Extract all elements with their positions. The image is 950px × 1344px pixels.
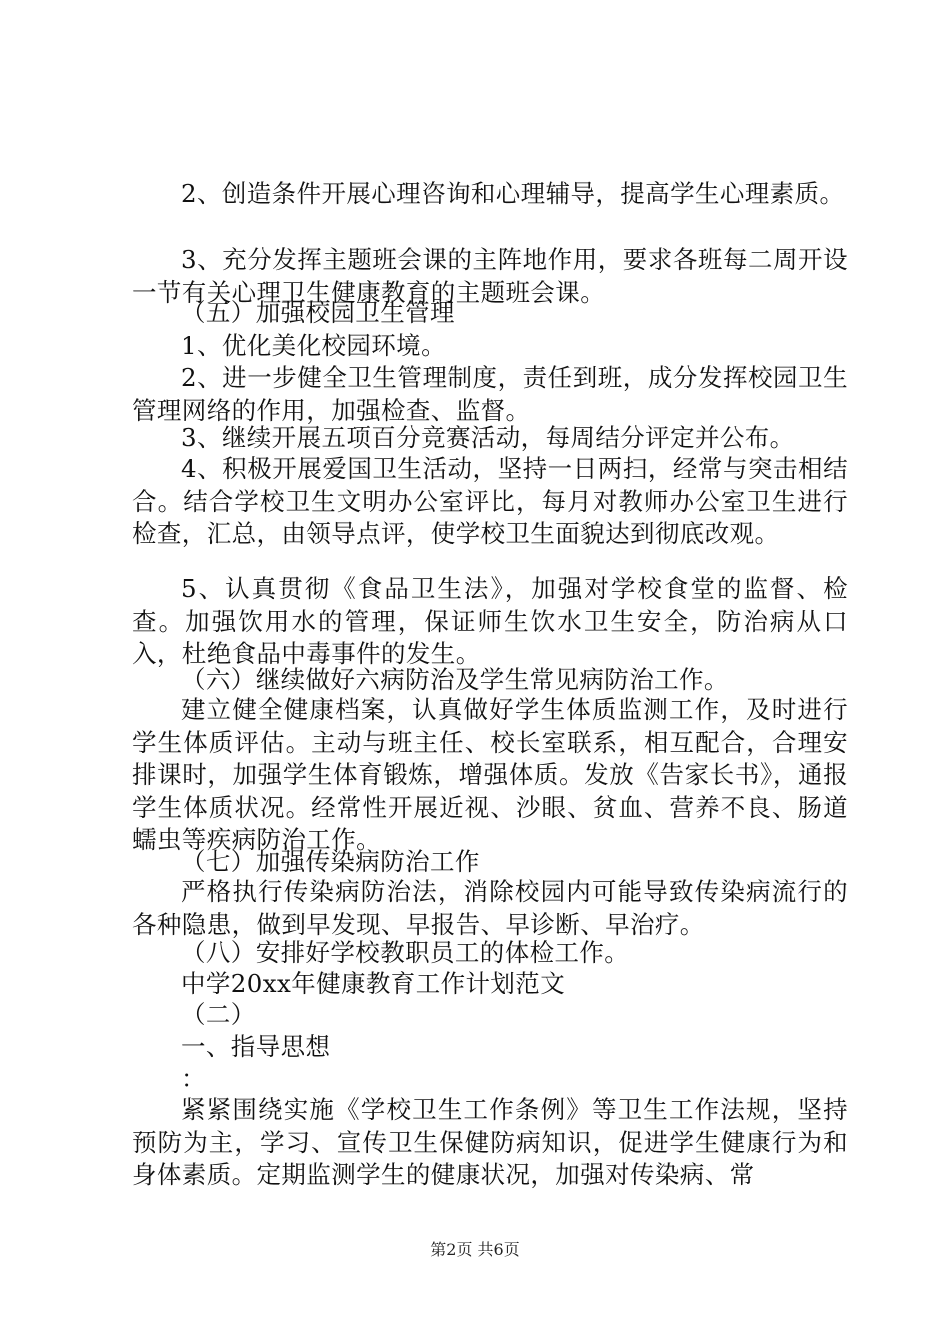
colon-line: ： (181, 1064, 206, 1093)
paragraph-item-2: 2、创造条件开展心理咨询和心理辅导，提高学生心理素质。 (181, 179, 845, 208)
section-heading-8: （八）安排好学校教职员工的体检工作。 (181, 938, 630, 967)
document-subtitle: （二） (181, 1000, 256, 1029)
paragraph-health-records: 建立健全健康档案，认真做好学生体质监测工作，及时进行学生体质评估。主动与班主任、校长室联系，相互配合，合理安排课时，加强学生体育锻炼，增强体质。发放《告家长书》，通报学生体质状况。经常性开展近视、沙眼、贫血、营养不良、肠道蠕虫等疾病防治工作。 (132, 695, 848, 854)
paragraph-item-3b: 3、继续开展五项百分竞赛活动，每周结分评定并公布。 (181, 423, 795, 452)
paragraph-guiding-ideology: 紧紧围绕实施《学校卫生工作条例》等卫生工作法规，坚持预防为主，学习、宣传卫生保健防病知识，促进学生健康行为和身体素质。定期监测学生的健康状况，加强对传染病、常 (132, 1095, 848, 1189)
paragraph-item-2b: 2、进一步健全卫生管理制度，责任到班，成分发挥校园卫生管理网络的作用，加强检查、监督。 (132, 363, 848, 425)
document-title: 中学20xx年健康教育工作计划范文 (181, 969, 566, 998)
paragraph-item-3: 3、充分发挥主题班会课的主阵地作用，要求各班每二周开设一节有关心理卫生健康教育的主题班会课。 (132, 245, 848, 307)
paragraph-infectious-disease: 严格执行传染病防治法，消除校园内可能导致传染病流行的各种隐患，做到早发现、早报告、早诊断、早治疗。 (132, 877, 848, 939)
paragraph-item-4: 4、积极开展爱国卫生活动，坚持一日两扫，经常与突击相结合。结合学校卫生文明办公室评比，每月对教师办公室卫生进行检查，汇总，由领导点评，使学校卫生面貌达到彻底改观。 (132, 454, 848, 548)
section-heading-5: （五）加强校园卫生管理 (181, 298, 455, 327)
paragraph-item-5: 5、认真贯彻《食品卫生法》，加强对学校食堂的监督、检查。加强饮用水的管理，保证师生饮水卫生安全，防治病从口入，杜绝食品中毒事件的发生。 (132, 574, 848, 668)
paragraph-item-1: 1、优化美化校园环境。 (181, 331, 446, 360)
section-heading-6: （六）继续做好六病防治及学生常见病防治工作。 (181, 665, 729, 694)
section-heading-7: （七）加强传染病防治工作 (181, 847, 480, 876)
page-footer: 第2页 共6页 (430, 1240, 520, 1259)
section-heading-guiding-ideology: 一、指导思想 (181, 1032, 331, 1061)
